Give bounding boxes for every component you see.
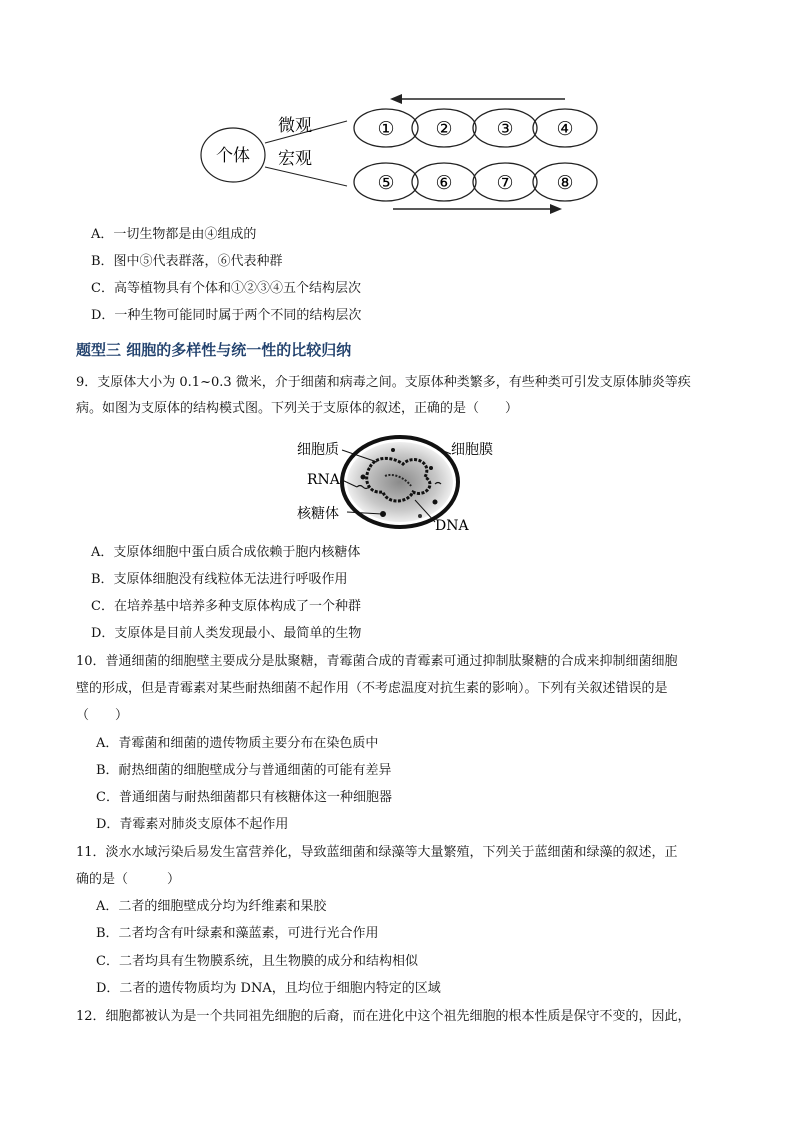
q9-stem-line1: 9．支原体大小为 0.1~0.3 微米，介于细菌和病毒之间。支原体种类繁多，有些种类可引发支原体肺炎等疾: [76, 375, 691, 390]
top-circle-4: [533, 109, 597, 147]
label-membrane: 细胞膜: [451, 442, 493, 458]
ribosome-dot: [391, 448, 395, 452]
q10-option-c: C．普通细菌与耐热细菌都只有核糖体这一种细胞器: [96, 790, 392, 805]
circle-label: ①: [377, 118, 395, 140]
bottom-circle-6: [412, 163, 476, 201]
section-heading: 题型三 细胞的多样性与统一性的比较归纳: [76, 341, 352, 359]
ribosome-dot: [418, 514, 422, 518]
levels-diagram: [0, 0, 794, 230]
bottom-circle-8: [533, 163, 597, 201]
q10-option-b: B．耐热细菌的细胞壁成分与普通细菌的可能有差异: [96, 763, 392, 778]
mycoplasma-diagram: [285, 432, 525, 542]
q10-option-a: A．青霉菌和细菌的遗传物质主要分布在染色质中: [96, 736, 379, 751]
label-ribosome: 核糖体: [297, 506, 339, 522]
label-cytoplasm: 细胞质: [297, 442, 339, 458]
macro-label: 宏观: [278, 149, 312, 169]
q11-option-d: D．二者的遗传物质均为 DNA，且均位于细胞内特定的区域: [96, 981, 441, 996]
q9-stem-line2: 病。如图为支原体的结构模式图。下列关于支原体的叙述，正确的是（ ）: [76, 401, 519, 416]
ribosome-dot: [361, 475, 366, 480]
q9-option-b: B．支原体细胞没有线粒体无法进行呼吸作用: [91, 572, 348, 587]
q8-option-b: B．图中⑤代表群落，⑥代表种群: [91, 254, 283, 269]
top-circle-3: [473, 109, 537, 147]
label-rna: RNA: [307, 472, 340, 488]
top-circle-2: [412, 109, 476, 147]
q11-stem-line1: 11．淡水水域污染后易发生富营养化，导致蓝细菌和绿藻等大量繁殖，下列关于蓝细菌和绿藻的叙述，正: [76, 845, 678, 860]
ribosome-dot: [429, 466, 433, 470]
q9-option-a: A．支原体细胞中蛋白质合成依赖于胞内核糖体: [91, 545, 361, 560]
circle-label: ⑦: [496, 172, 514, 194]
q8-option-c: C．高等植物具有个体和①②③④五个结构层次: [91, 281, 361, 296]
macro-connector: [265, 167, 347, 186]
top-arrowhead: [390, 94, 402, 104]
q8-option-a: A．一切生物都是由④组成的: [91, 227, 257, 242]
q12-stem-line1: 12．细胞都被认为是一个共同祖先细胞的后裔，而在进化中这个祖先细胞的根本性质是保守不变的，因此，: [76, 1009, 691, 1024]
q11-option-a: A．二者的细胞壁成分均为纤维素和果胶: [96, 899, 327, 914]
q10-stem-line1: 10．普通细菌的细胞壁主要成分是肽聚糖，青霉菌合成的青霉素可通过抑制肽聚糖的合成来抑制细菌细胞: [76, 654, 678, 669]
circle-label: ⑧: [556, 172, 574, 194]
top-circle-1: [354, 109, 418, 147]
q8-option-d: D．一种生物可能同时属于两个不同的结构层次: [91, 308, 362, 323]
circle-label: ②: [435, 118, 453, 140]
q10-stem-line3: （ ）: [76, 708, 129, 723]
micro-label: 微观: [278, 116, 312, 136]
q11-option-c: C．二者均具有生物膜系统，且生物膜的成分和结构相似: [96, 954, 418, 969]
circle-label: ⑤: [377, 172, 395, 194]
q10-stem-line2: 壁的形成，但是青霉素对某些耐热细菌不起作用（不考虑温度对抗生素的影响）。下列有关叙述错误的是: [76, 681, 668, 696]
circle-label: ④: [556, 118, 574, 140]
circle-label: ③: [496, 118, 514, 140]
bottom-circle-7: [473, 163, 537, 201]
label-dna: DNA: [435, 518, 469, 534]
q11-option-b: B．二者均含有叶绿素和藻蓝素，可进行光合作用: [96, 926, 379, 941]
q11-stem-line2: 确的是（ ）: [76, 872, 181, 887]
circle-label: ⑥: [435, 172, 453, 194]
individual-label: 个体: [216, 146, 250, 166]
bottom-arrowhead: [550, 204, 562, 214]
q9-option-d: D．支原体是目前人类发现最小、最简单的生物: [91, 626, 362, 641]
q10-option-d: D．青霉素对肺炎支原体不起作用: [96, 817, 289, 832]
ribosome-dot: [433, 500, 438, 505]
bottom-circle-5: [354, 163, 418, 201]
q9-option-c: C．在培养基中培养多种支原体构成了一个种群: [91, 599, 361, 614]
